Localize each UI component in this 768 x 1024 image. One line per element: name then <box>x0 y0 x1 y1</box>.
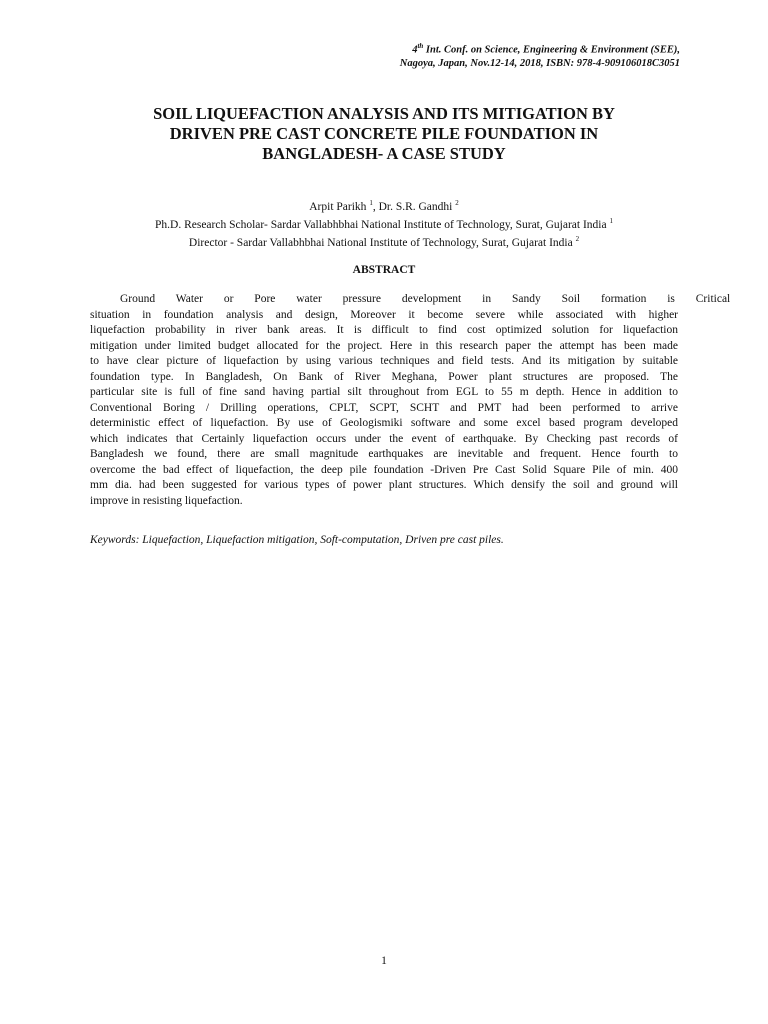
abstract-line: mitigation under limited budget allocated for the project. Here in this research paper the attempt has been made <box>90 339 678 352</box>
affiliation-1 <box>90 214 678 232</box>
page-number: 1 <box>381 955 387 967</box>
author-2-name: , Dr. S.R. Gandhi <box>372 200 456 213</box>
abstract-line: Conventional Boring / Drilling operations, CPLT, SCPT, SCHT and PMT had been performed to arrive <box>90 401 678 414</box>
abstract-body <box>90 292 731 509</box>
author-block <box>90 196 678 249</box>
abstract-line: improve in resisting liquefaction. <box>90 494 243 507</box>
paper-title-line3: BANGLADESH- A CASE STUDY <box>262 144 506 163</box>
abstract-line: which indicates that Certainly liquefaction occurs under the event of earthquake. By Checking past records of <box>90 432 678 445</box>
abstract-line: deterministic effect of liquefaction. By use of Geologismiki software and some excel based program developed <box>90 417 678 429</box>
abstract-line: liquefaction probability in river bank areas. It is difficult to find cost optimized solution for liquefaction <box>90 324 678 336</box>
author-names <box>90 196 678 214</box>
affiliation-1-text: Ph.D. Research Scholar- Sardar Vallabhbhai National Institute of Technology, Surat, Gujarat India <box>155 218 610 231</box>
affiliation-2 <box>90 232 678 250</box>
conference-name: Int. Conf. on Science, Engineering & Environment (SEE), <box>423 44 680 56</box>
abstract-line: Bangladesh we found, there are small magnitude earthquakes are inevitable and frequent. Hence fourth to <box>90 448 678 460</box>
conference-edition-suffix: th <box>417 42 424 50</box>
affiliation-2-mark: 2 <box>575 234 580 243</box>
affiliation-1-mark: 1 <box>609 216 613 225</box>
affiliation-2-text: Director - Sardar Vallabhbhai National Institute of Technology, Surat, Gujarat India <box>188 236 576 249</box>
abstract-line: Ground Water or Pore water pressure development in Sandy Soil formation is Critical <box>120 293 731 305</box>
paper-title <box>90 104 678 164</box>
author-2-affiliation-mark: 2 <box>455 199 459 207</box>
abstract-line: to have clear picture of liquefaction by using various techniques and field tests. And its mitigation by suitable <box>90 355 678 367</box>
author-1-affiliation-mark: 1 <box>369 199 373 207</box>
conference-header-line1 <box>240 40 680 57</box>
author-1-name: Arpit Parikh <box>309 200 370 213</box>
abstract-line: mm dia. had been suggested for various types of power plant structures. Which densify the soil and ground will <box>90 479 678 491</box>
abstract-line: overcome the bad effect of liquefaction, the deep pile foundation -Driven Pre Cast Solid Square Pile of min. 400 <box>90 463 678 476</box>
keywords: Keywords: Liquefaction, Liquefaction mitigation, Soft-computation, Driven pre cast piles. <box>90 534 504 546</box>
abstract-line: foundation type. In Bangladesh, On Bank of River Meghana, Power plant structures are proposed. The <box>90 370 678 383</box>
abstract-line: situation in foundation analysis and design, Moreover it become severe while associated with higher <box>90 308 678 321</box>
conference-edition-number: 4 <box>412 44 418 56</box>
abstract-line: particular site is full of fine sand having partial silt throughout from EGL to 55 m depth. Hence in addition to <box>90 386 678 398</box>
paper-title-line2: DRIVEN PRE CAST CONCRETE PILE FOUNDATION IN <box>169 124 599 143</box>
abstract-heading: ABSTRACT <box>352 264 416 276</box>
conference-header <box>240 40 680 70</box>
conference-details: Nagoya, Japan, Nov.12-14, 2018, ISBN: 978-4-909106018C3051 <box>399 57 680 69</box>
paper-title-line1: SOIL LIQUEFACTION ANALYSIS AND ITS MITIGATION BY <box>153 104 615 123</box>
